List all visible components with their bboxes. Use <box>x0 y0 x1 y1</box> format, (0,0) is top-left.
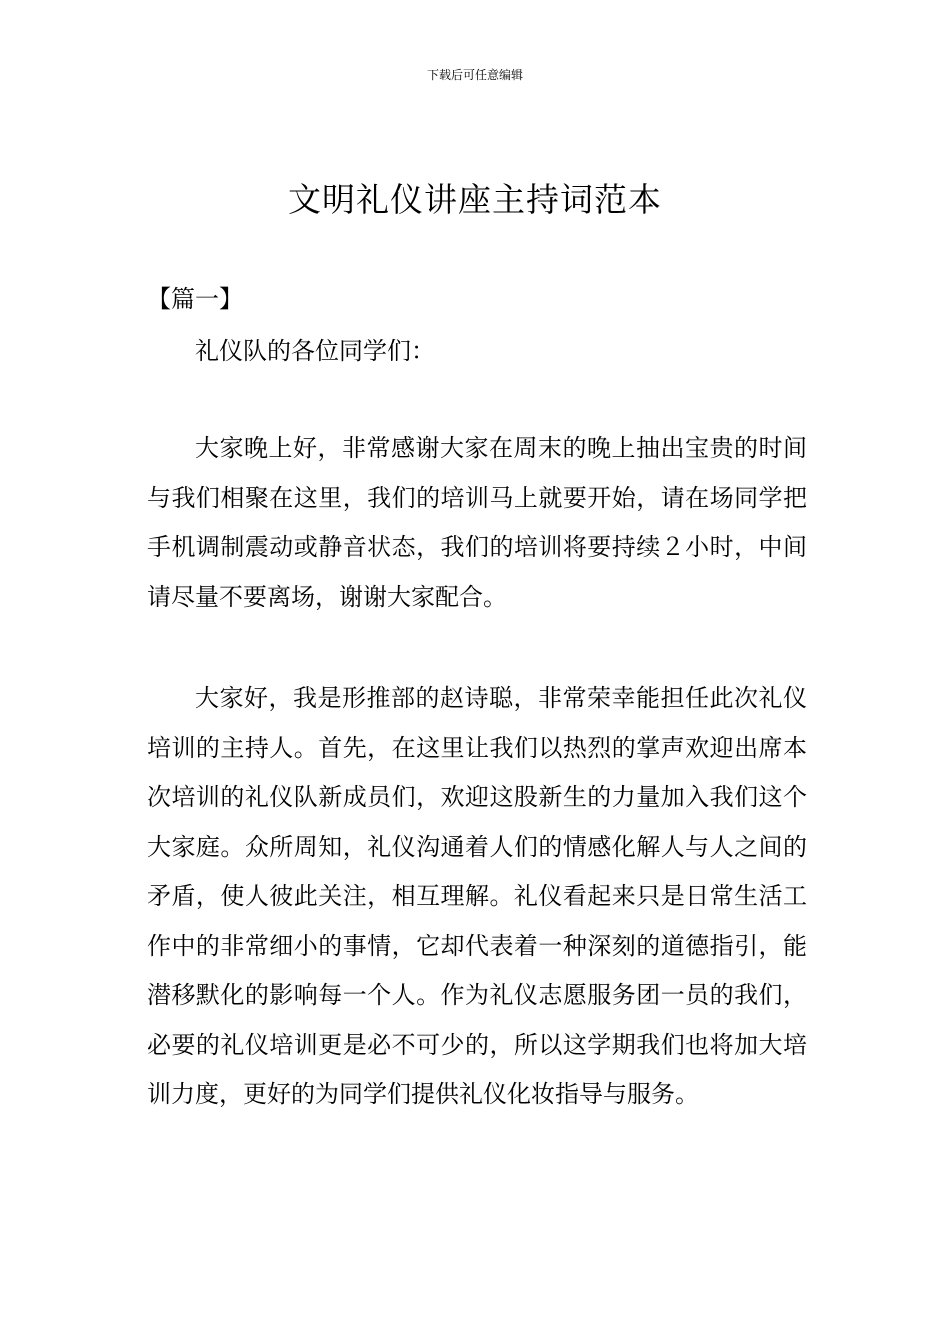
paragraph-2: 大家好，我是形推部的赵诗聪，非常荣幸能担任此次礼仪培训的主持人。首先，在这里让我们以热烈的掌声欢迎出席本次培训的礼仪队新成员们，欢迎这股新生的力量加入我们这个大家庭。众所周知，礼仪沟通着人们的情感化解人与人之间的矛盾，使人彼此关注，相互理解。礼仪看起来只是日常生活工作中的非常细小的事情，它却代表着一种深刻的道德指引，能潜移默化的影响每一个人。作为礼仪志愿服务团一员的我们，必要的礼仪培训更是必不可少的，所以这学期我们也将加大培训力度，更好的为同学们提供礼仪化妆指导与服务。 <box>147 684 807 1108</box>
document-title: 文明礼仪讲座主持词范本 <box>288 180 662 219</box>
paragraph-1: 大家晚上好，非常感谢大家在周末的晚上抽出宝贵的时间与我们相聚在这里，我们的培训马上就要开始，请在场同学把手机调制震动或静音状态，我们的培训将要持续２小时，中间请尽量不要离场，谢谢大家配合。 <box>147 434 807 611</box>
header-note: 下载后可任意编辑 <box>426 68 523 82</box>
section-label: 【篇一】 <box>147 285 243 313</box>
salutation: 礼仪队的各位同学们： <box>195 337 435 365</box>
